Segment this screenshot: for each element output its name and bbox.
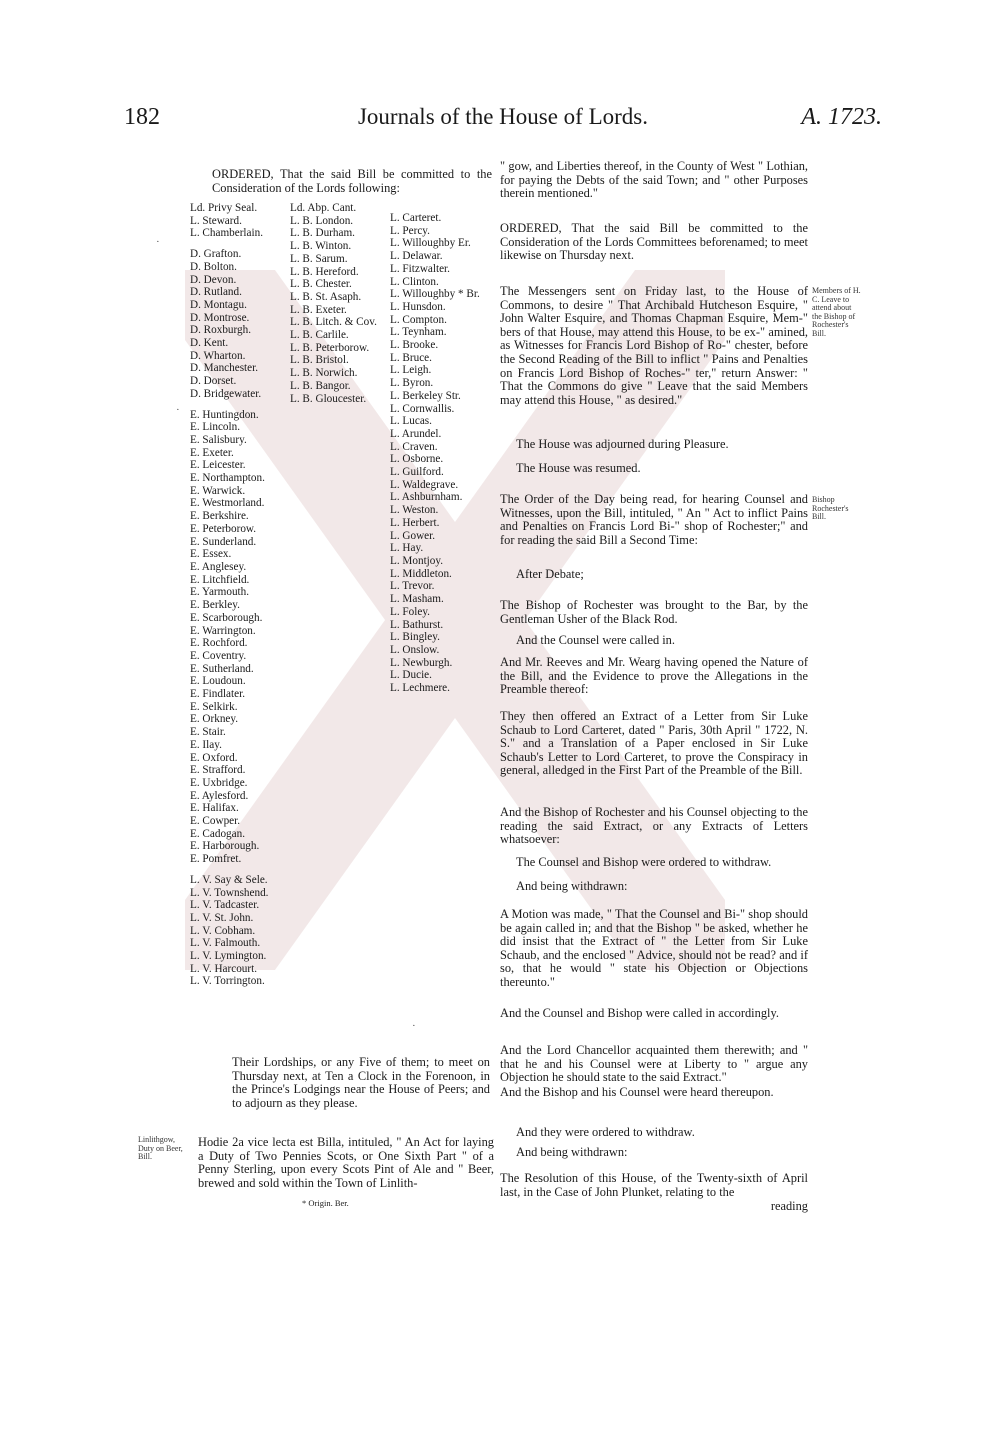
lord-name: L. V. Torrington. [190, 975, 265, 988]
lord-name: L. Hay. [390, 542, 424, 555]
lord-name: E. Cowper. [190, 815, 241, 828]
right-para-11: They then offered an Extract of a Letter from Sir Luke Schaub to Lord Carteret, dated " Paris, 30th April " 1722, N. S." and a Translation of a Paper enclosed in Sir Luke Schaub's Letter to Lord Carteret, to prove the Conspiracy in general, alledged in the First Part of the Preamble of the Bill. [500, 709, 808, 778]
margin-note-members: Members of H. C. Leave to attend about the Bishop of Rochester's Bill. [812, 286, 861, 338]
right-para-18: And the Bishop and his Counsel were heard thereupon. [500, 1085, 774, 1099]
lord-name: E. Ilay. [190, 738, 222, 751]
lord-name: E. Scarborough. [190, 611, 263, 624]
lord-name: E. Oxford. [190, 751, 238, 764]
lord-name: L. Waldegrave. [390, 478, 459, 491]
lord-name: L. Compton. [390, 313, 447, 326]
lord-name: L. B. Bristol. [290, 354, 349, 367]
lord-name: E. Litchfield. [190, 573, 250, 586]
lord-name: L. Bingley. [390, 631, 440, 644]
lord-name: L. V. Townshend. [190, 886, 269, 899]
lord-name: L. Berkeley Str. [390, 389, 461, 402]
lord-name: L. Leigh. [390, 364, 432, 377]
lord-name: E. Pomfret. [190, 853, 242, 866]
lord-name: E. Stair. [190, 726, 226, 739]
lord-name: L. Clinton. [390, 275, 439, 288]
lord-name: L. Guilford. [390, 466, 444, 479]
lord-name: E. Exeter. [190, 446, 234, 459]
lord-name: L. B. Carlile. [290, 329, 349, 342]
lord-name: L. Willoughby * Br. [390, 288, 480, 301]
lord-name: L. Foley. [390, 605, 430, 618]
lord-name: L. B. Litch. & Cov. [290, 316, 377, 329]
lord-name: L. Byron. [390, 377, 434, 390]
right-para-12: And the Bishop of Rochester and his Counsel objecting to the reading the said Extract, or any Extracts of Letters whatsoever: [500, 805, 808, 847]
lord-name: E. Peterborow. [190, 522, 257, 535]
lord-name: D. Kent. [190, 337, 229, 350]
list-gap [190, 240, 268, 248]
lord-name: D. Dorset. [190, 375, 237, 388]
lord-name: L. Delawar. [390, 250, 443, 263]
lord-name: D. Montagu. [190, 298, 247, 311]
lord-name: E. Halifax. [190, 802, 239, 815]
ink-mark: · [412, 1020, 416, 1032]
catchword: reading [770, 1199, 808, 1213]
lord-name: L. V. St. John. [190, 911, 254, 924]
lord-name: E. Lincoln. [190, 421, 241, 434]
right-para-14: And being withdrawn: [516, 879, 628, 893]
footnote: * Origin. Ber. [302, 1198, 349, 1208]
lord-name: L. B. Sarum. [290, 252, 348, 265]
lord-name: L. V. Cobham. [190, 924, 256, 937]
right-para-20: And being withdrawn: [516, 1145, 628, 1159]
lord-name: L. Bruce. [390, 351, 432, 364]
lord-name: E. Harborough. [190, 840, 260, 853]
margin-note-bishop-bill: Bishop Rochester's Bill. [812, 495, 849, 522]
right-para-2: ORDERED, That the said Bill be committed to the Consideration of the Lords Committees beforenamed; to meet likewise on Thursday next. [500, 221, 808, 263]
lord-name: D. Montrose. [190, 311, 250, 324]
lord-name: L. B. Winton. [290, 240, 352, 253]
right-para-13: The Counsel and Bishop were ordered to withdraw. [516, 855, 772, 869]
lord-name: E. Coventry. [190, 649, 247, 662]
lord-name: D. Bolton. [190, 260, 237, 273]
lords-list-col1 [190, 202, 268, 988]
lord-name: E. Essex. [190, 548, 232, 561]
lord-name: L. Arundel. [390, 427, 442, 440]
lord-name: D. Grafton. [190, 248, 242, 261]
year-label: A. 1723. [801, 104, 882, 130]
right-para-16: And the Counsel and Bishop were called in accordingly. [500, 1006, 779, 1020]
lord-name: L. B. Chester. [290, 278, 352, 291]
lord-name: D. Bridgewater. [190, 387, 262, 400]
lord-name: L. Cornwallis. [390, 402, 455, 415]
lord-name: D. Devon. [190, 273, 237, 286]
lord-name: L. Newburgh. [390, 656, 453, 669]
lord-name: E. Loudoun. [190, 675, 246, 688]
page-number: 182 [124, 104, 160, 130]
page-header [124, 104, 882, 144]
lord-name: L. B. Hereford. [290, 265, 359, 278]
right-para-1: " gow, and Liberties thereof, in the County of West " Lothian, for paying the Debts of the said Town; and " other Purposes therein mentioned." [500, 159, 808, 201]
list-gap [190, 866, 268, 874]
lord-name: L. Weston. [390, 504, 439, 517]
lord-name: L. V. Lymington. [190, 950, 267, 963]
lord-name: E. Selkirk. [190, 700, 238, 713]
right-para-5: The House was resumed. [516, 461, 641, 475]
right-para-8: The Bishop of Rochester was brought to the Bar, by the Gentleman Usher of the Black Rod. [500, 598, 808, 626]
lord-name: L. B. Durham. [290, 227, 355, 240]
lord-name: E. Leicester. [190, 459, 246, 472]
lord-name: L. V. Tadcaster. [190, 899, 260, 912]
lord-name: L. Lucas. [390, 415, 432, 428]
hodie-paragraph: Hodie 2a vice lecta est Billa, intituled, " An Act for laying a Duty of Two Pennies Scots, or One Sixth Part " of a Penny Sterling, upon every Scots Pint of Ale and " Beer, brewed and sold within the Town of Linlith- [198, 1135, 494, 1190]
lord-name: E. Rochford. [190, 637, 248, 650]
lord-name: L. B. Exeter. [290, 303, 347, 316]
lord-name: L. Masham. [390, 593, 444, 606]
right-para-4: The House was adjourned during Pleasure. [516, 437, 729, 451]
lord-name: L. Herbert. [390, 516, 440, 529]
lord-name: L. Fitzwalter. [390, 262, 450, 275]
margin-note-linlithgow: Linlithgow, Duty on Beer, Bill. [138, 1135, 183, 1162]
lord-name: L. Percy. [390, 224, 430, 237]
lord-name: E. Strafford. [190, 764, 246, 777]
lord-name: E. Warwick. [190, 484, 246, 497]
lord-name: E. Aylesford. [190, 789, 249, 802]
lord-name: L. B. Gloucester. [290, 392, 367, 405]
lord-name: E. Findlater. [190, 688, 245, 701]
lord-name: L. Trevor. [390, 580, 435, 593]
lord-name: E. Huntingdon. [190, 408, 259, 421]
lord-name: L. B. Norwich. [290, 367, 358, 380]
lord-name: L. V. Falmouth. [190, 937, 261, 950]
lord-name: E. Berkley. [190, 599, 240, 612]
ink-mark: · [176, 404, 180, 416]
lord-name: L. Brooke. [390, 339, 439, 352]
lord-name: D. Manchester. [190, 362, 259, 375]
lord-name: L. Hunsdon. [390, 300, 446, 313]
lord-name: E. Sunderland. [190, 535, 257, 548]
lord-name: L. Craven. [390, 440, 438, 453]
lord-name: L. Middleton. [390, 567, 452, 580]
lord-name: L. Montjoy. [390, 554, 444, 567]
lord-name: L. V. Harcourt. [190, 962, 258, 975]
lord-name: E. Warrington. [190, 624, 256, 637]
lord-name: E. Northampton. [190, 472, 265, 485]
right-para-6: The Order of the Day being read, for hearing Counsel and Witnesses, upon the Bill, intituled, " An " Act to inflict Pains and Penalties on Francis Lord Bi-" shop of Rochester;" and for reading the said Bill a Second Time: [500, 492, 808, 547]
meeting-paragraph: Their Lordships, or any Five of them; to meet on Thursday next, at Ten a Clock in the Forenoon, in the Prince's Lodgings near the House of Peers; and to adjourn as they please. [232, 1055, 490, 1110]
lord-name: L. Steward. [190, 214, 242, 227]
lord-name: L. B. London. [290, 214, 354, 227]
right-para-15: A Motion was made, " That the Counsel and Bi-" shop should be again called in; and that the Bishop " be asked, whether he did insist that the Extract of " the Letter from Sir Luke Schaub, and the enclosed " Advice, should not be read? and if so, that he would " state his Objection or Objections thereunto." [500, 907, 808, 989]
lord-name: L. B. Peterborow. [290, 341, 370, 354]
lord-name: L. Ducie. [390, 669, 432, 682]
right-para-3: The Messengers sent on Friday last, to the House of Commons, to desire " That Archibald Hutcheson Esquire, " John Walter Esquire, and Thomas Chapman Esquire, Mem-" bers of that House, may attend this House, to be ex-" amined, as Witnesses for Francis Lord Bishop of Ro-" chester, before the Second Reading of the Bill to inflict " Pains and Penalties on Francis Lord Bishop of Roches-" ter," return Answer: " That the Commons do give " Leave that the said Members may attend this House, " as desired." [500, 284, 808, 407]
lord-name: L. Willoughby Er. [390, 237, 471, 250]
lord-name: Ld. Abp. Cant. [290, 202, 357, 214]
right-para-7: After Debate; [516, 567, 584, 581]
lord-name: E. Yarmouth. [190, 586, 250, 599]
lord-name: L. Gower. [390, 529, 436, 542]
lord-name: L. Bathurst. [390, 618, 444, 631]
lord-name: L. Ashburnham. [390, 491, 463, 504]
lord-name: D. Rutland. [190, 286, 242, 299]
right-para-10: And Mr. Reeves and Mr. Wearg having opened the Nature of the Bill, and the Evidence to prove the Allegations in the Preamble thereof: [500, 655, 808, 697]
lord-name: E. Sutherland. [190, 662, 254, 675]
lord-name: L. B. Bangor. [290, 379, 351, 392]
lord-name: Ld. Privy Seal. [190, 202, 258, 214]
lord-name: E. Salisbury. [190, 433, 247, 446]
list-gap [190, 401, 268, 409]
lord-name: E. Uxbridge. [190, 776, 248, 789]
lord-name: L. Chamberlain. [190, 227, 264, 240]
right-para-19: And they were ordered to withdraw. [516, 1125, 695, 1139]
lord-name: E. Berkshire. [190, 510, 249, 523]
lord-name: D. Wharton. [190, 349, 246, 362]
lord-name: L. Onslow. [390, 643, 440, 656]
lord-name: L. Lechmere. [390, 682, 450, 695]
lord-name: L. Osborne. [390, 453, 444, 466]
lord-name: L. V. Say & Sele. [190, 873, 268, 886]
right-para-9: And the Counsel were called in. [516, 633, 675, 647]
lord-name: E. Orkney. [190, 713, 239, 726]
lords-list-col2 [290, 202, 377, 405]
lord-name: E. Cadogan. [190, 827, 245, 840]
lord-name: L. Teynham. [390, 326, 447, 339]
committee-intro: ORDERED, That the said Bill be committed to the Consideration of the Lords following: [212, 167, 492, 195]
lord-name: L. B. St. Asaph. [290, 290, 362, 303]
right-para-21: The Resolution of this House, of the Twenty-sixth of April last, in the Case of John Plunket, relating to the [500, 1171, 808, 1199]
journal-title: Journals of the House of Lords. [357, 104, 648, 129]
lord-name: E. Westmorland. [190, 497, 265, 510]
lord-name: E. Anglesey. [190, 560, 247, 573]
lord-name: L. Carteret. [390, 212, 442, 224]
ink-mark: · [156, 236, 160, 248]
right-para-17: And the Lord Chancellor acquainted them therewith; and " that he and his Counsel were at Liberty to " argue any Objection he should state to the said Extract." [500, 1043, 808, 1085]
lord-name: D. Roxburgh. [190, 324, 252, 337]
lords-list-col3 [390, 212, 480, 695]
